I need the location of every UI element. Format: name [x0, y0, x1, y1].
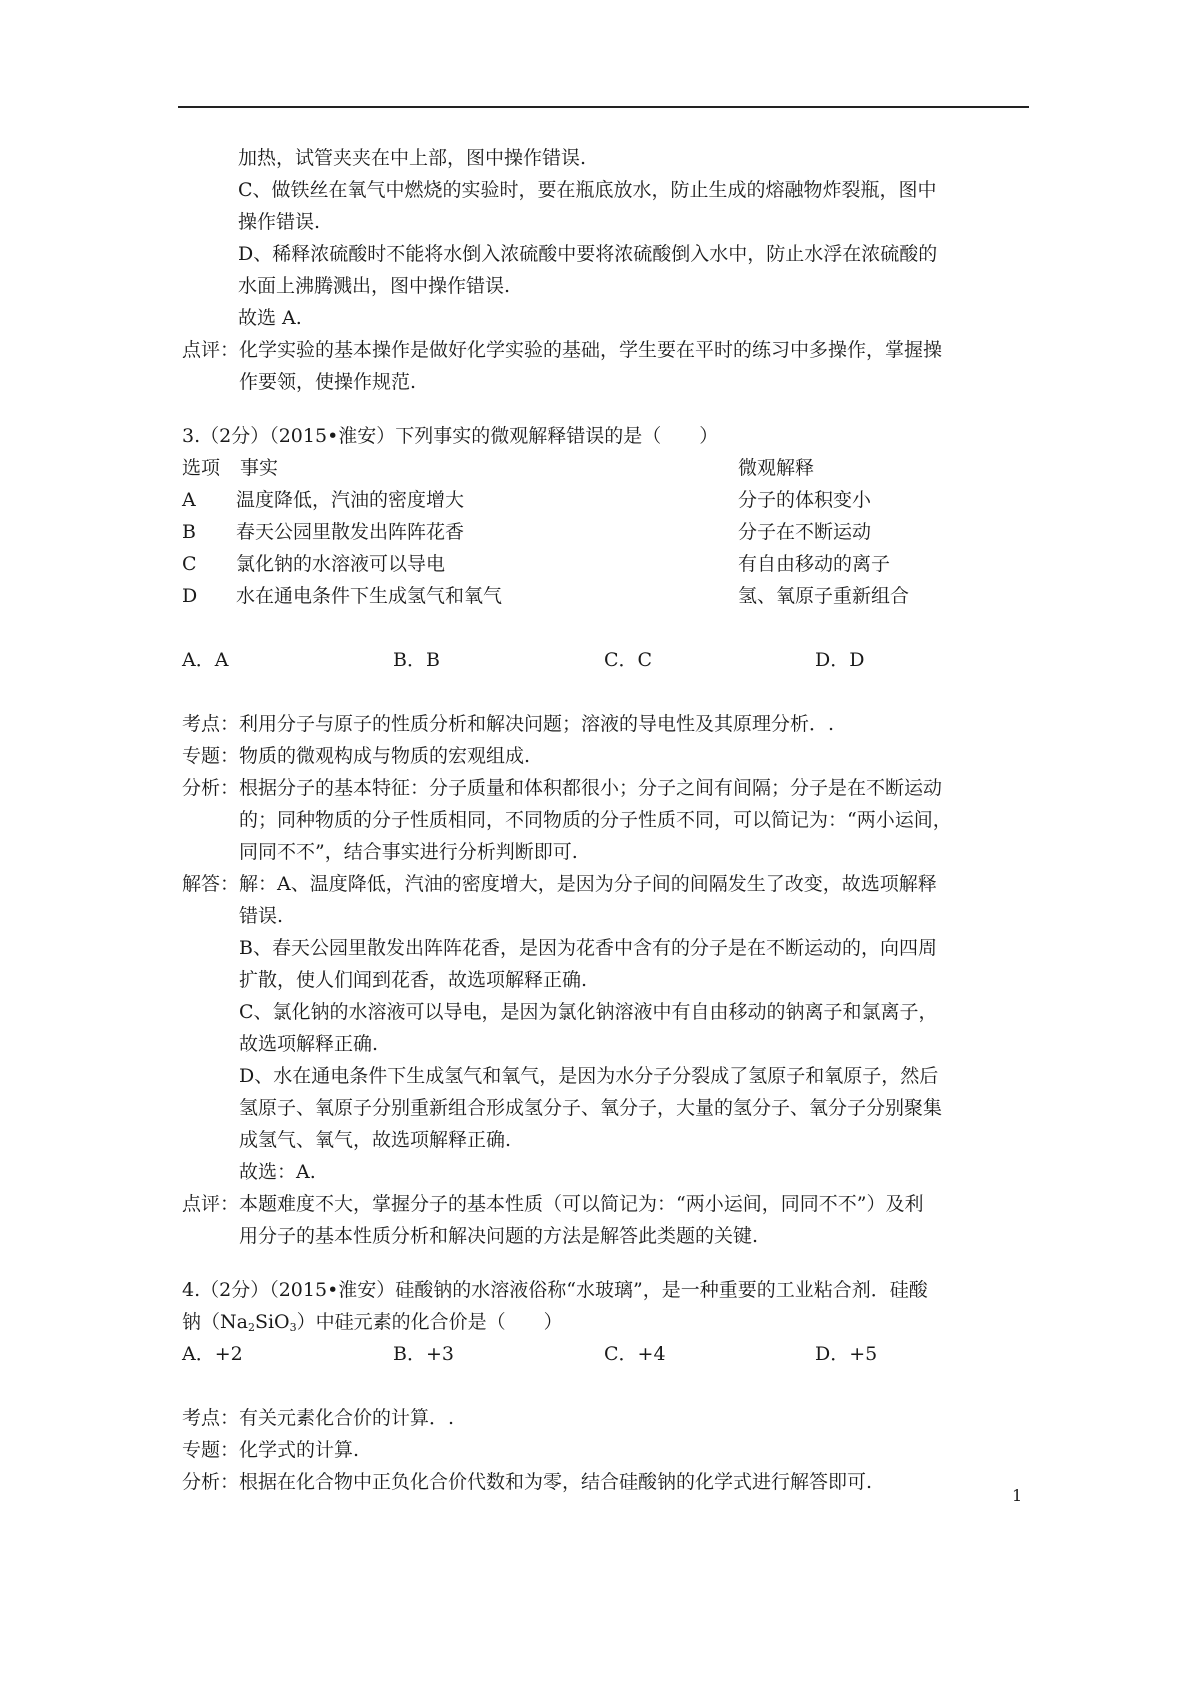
- q4-sub1: 2: [247, 1321, 255, 1334]
- jieda-c2: 故选项解释正确.: [239, 1033, 379, 1055]
- q3-header-explain: 微观解释: [738, 457, 815, 479]
- prev-c-line2: 操作错误.: [238, 211, 321, 233]
- fenxi-line2: 的；同种物质的分子性质相同，不同物质的分子性质不同，可以简记为：“两小运间，: [239, 809, 952, 831]
- dianping-label: 点评：: [182, 1193, 240, 1215]
- comment-line1: 化学实验的基本操作是做好化学实验的基础，学生要在平时的练习中多操作，掌握操: [239, 339, 943, 361]
- kaodian-text: 利用分子与原子的性质分析和解决问题；溶液的导电性及其原理分析．.: [239, 713, 835, 735]
- q4-stem-post: ）中硅元素的化合价是（ ）: [296, 1311, 563, 1333]
- fenxi-line3: 同同不不”，结合事实进行分析判断即可.: [239, 841, 578, 863]
- q3-row: [182, 580, 1028, 612]
- q3-row: [182, 484, 1028, 516]
- zhuanti-text: 物质的微观构成与物质的宏观组成.: [239, 745, 531, 767]
- q4-stem-mid: SiO: [254, 1311, 290, 1333]
- jieda-d1: D、水在通电条件下生成氢气和氧气，是因为水分子分裂成了氢原子和氧原子，然后: [239, 1065, 939, 1087]
- q4-stem-pre: 钠（Na: [182, 1311, 248, 1333]
- zhuanti-label: 专题：: [182, 1439, 240, 1461]
- fenxi-label: 分析：: [182, 1471, 240, 1493]
- q3-row-opt: B: [182, 521, 196, 543]
- prev-answer: 故选 A.: [238, 307, 302, 329]
- q4-choices: [182, 1338, 1028, 1370]
- q3-dianping: [182, 1188, 1028, 1252]
- kaodian-label: 考点：: [182, 1407, 240, 1429]
- jieda-answer: 故选：A.: [239, 1161, 316, 1183]
- q3-row-fact: 温度降低，汽油的密度增大: [236, 489, 465, 511]
- q3-jieda: [182, 868, 1028, 1188]
- q3-row-explain: 分子在不断运动: [738, 521, 872, 543]
- dianping-body: [239, 1188, 1028, 1252]
- jieda-d2: 氢原子、氧原子分别重新组合形成氢分子、氧分子，大量的氢分子、氧分子分别聚集: [239, 1097, 943, 1119]
- q3-zhuanti: [182, 740, 1028, 772]
- q3-table-header: [182, 452, 1028, 484]
- q3-choice-d: D．D: [815, 649, 865, 671]
- q3-row-opt: A: [182, 489, 196, 511]
- prev-comment: [182, 334, 1028, 398]
- q4-stem-line2: [182, 1306, 1028, 1338]
- q4-zhuanti: [182, 1434, 1028, 1466]
- fenxi-text: 根据在化合物中正负化合价代数和为零，结合硅酸钠的化学式进行解答即可.: [239, 1471, 873, 1493]
- q4-choice-d: D．+5: [815, 1343, 878, 1365]
- q3-row-explain: 有自由移动的离子: [738, 553, 891, 575]
- q4-stem-line1: 4.（2分）（2015•淮安）硅酸钠的水溶液俗称“水玻璃”，是一种重要的工业粘合剂．硅酸: [182, 1279, 928, 1301]
- q3-row-opt: D: [182, 585, 198, 607]
- q3-row-fact: 水在通电条件下生成氢气和氧气: [236, 585, 503, 607]
- comment-line2: 作要领，使操作规范.: [239, 371, 417, 393]
- comment-body: [239, 334, 1028, 398]
- q3-fenxi: [182, 772, 1028, 868]
- jieda-label: 解答：: [182, 873, 240, 895]
- jieda-d3: 成氢气、氧气，故选项解释正确.: [239, 1129, 512, 1151]
- q4-kaodian: [182, 1402, 1028, 1434]
- q4-choice-b: B．+3: [393, 1343, 454, 1365]
- header-rule: [178, 106, 1029, 108]
- jieda-b1: B、春天公园里散发出阵阵花香，是因为花香中含有的分子是在不断运动的，向四周: [239, 937, 937, 959]
- fenxi-body: [239, 772, 1028, 868]
- q3-header-fact: 事实: [240, 457, 279, 479]
- page-number: 1: [1012, 1486, 1023, 1505]
- prev-d-line2: 水面上沸腾溅出，图中操作错误.: [238, 275, 511, 297]
- jieda-a1: 解：A、温度降低，汽油的密度增大，是因为分子间的间隔发生了改变，故选项解释: [239, 873, 937, 895]
- q3-choice-a: A．A: [182, 649, 229, 671]
- q4-choice-c: C．+4: [604, 1343, 666, 1365]
- fenxi-label: 分析：: [182, 777, 240, 799]
- q3-row-fact: 春天公园里散发出阵阵花香: [236, 521, 465, 543]
- q3-stem: 3.（2分）（2015•淮安）下列事实的微观解释错误的是（ ）: [182, 425, 719, 447]
- q4-choice-a: A．+2: [182, 1343, 243, 1365]
- kaodian-text: 有关元素化合价的计算．.: [239, 1407, 455, 1429]
- prev-b-cont: 加热，试管夹夹在中上部，图中操作错误.: [238, 147, 587, 169]
- q3-choice-b: B．B: [393, 649, 440, 671]
- q3-row-explain: 氢、氧原子重新组合: [738, 585, 910, 607]
- dianping-line2: 用分子的基本性质分析和解决问题的方法是解答此类题的关键.: [239, 1225, 759, 1247]
- q3-row: [182, 516, 1028, 548]
- q4-sub2: 3: [289, 1321, 297, 1334]
- q3-header-col1: 选项: [182, 457, 221, 479]
- kaodian-label: 考点：: [182, 713, 240, 735]
- q3-kaodian: [182, 708, 1028, 740]
- q3-row-opt: C: [182, 553, 197, 575]
- q3-row: [182, 548, 1028, 580]
- comment-label: 点评：: [182, 339, 240, 361]
- content: [182, 142, 1028, 1498]
- zhuanti-label: 专题：: [182, 745, 240, 767]
- q3-header-option: [182, 452, 220, 484]
- dianping-line1: 本题难度不大，掌握分子的基本性质（可以简记为：“两小运间，同同不不”）及利: [239, 1193, 924, 1215]
- q3-choice-c: C．C: [604, 649, 653, 671]
- jieda-b2: 扩散，使人们闻到花香，故选项解释正确.: [239, 969, 588, 991]
- q3-row-explain: 分子的体积变小: [738, 489, 872, 511]
- q3-choices: [182, 644, 1028, 676]
- fenxi-line1: 根据分子的基本特征：分子质量和体积都很小；分子之间有间隔；分子是在不断运动: [239, 777, 943, 799]
- q3-row-fact: 氯化钠的水溶液可以导电: [236, 553, 446, 575]
- prev-c-line1: C、做铁丝在氧气中燃烧的实验时，要在瓶底放水，防止生成的熔融物炸裂瓶，图中: [238, 179, 937, 201]
- jieda-a2: 错误.: [239, 905, 284, 927]
- jieda-body: [239, 868, 1028, 1188]
- zhuanti-text: 化学式的计算.: [239, 1439, 360, 1461]
- q4-fenxi: [182, 1466, 1028, 1498]
- jieda-c1: C、氯化钠的水溶液可以导电，是因为氯化钠溶液中有自由移动的钠离子和氯离子，: [239, 1001, 938, 1023]
- prev-d-line1: D、稀释浓硫酸时不能将水倒入浓硫酸中要将浓硫酸倒入水中，防止水浮在浓硫酸的: [238, 243, 938, 265]
